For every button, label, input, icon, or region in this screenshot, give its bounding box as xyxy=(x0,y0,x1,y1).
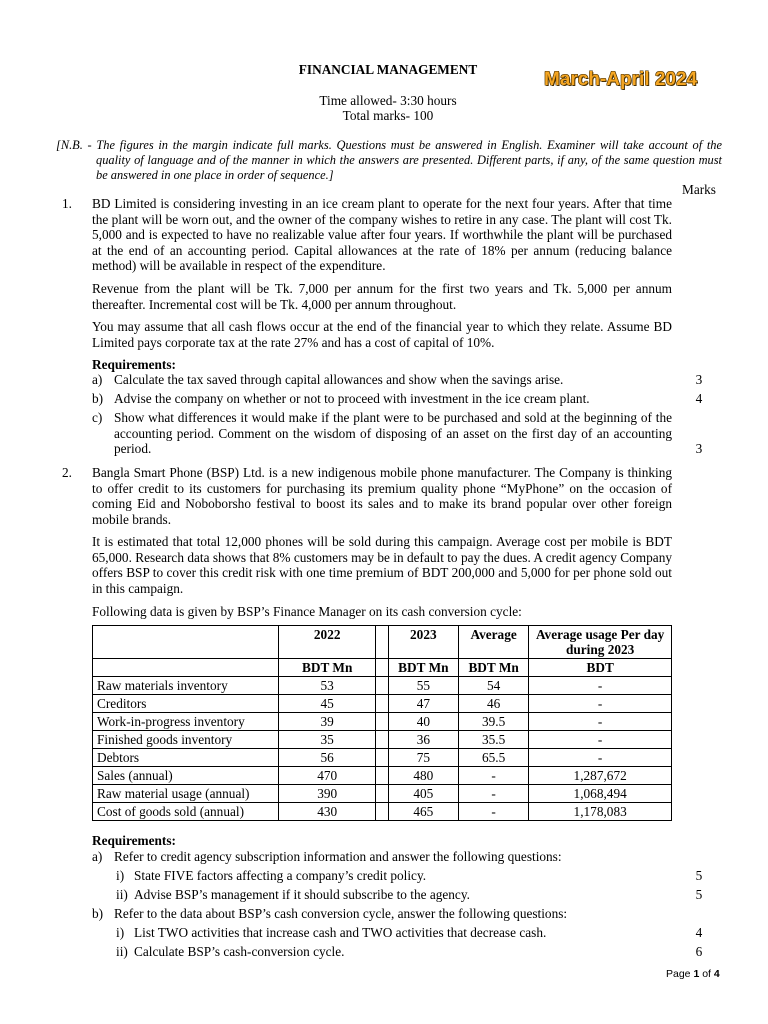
cell-usage: - xyxy=(529,731,672,749)
nb-instructions xyxy=(56,138,722,183)
cell-average: - xyxy=(458,803,528,821)
q2-a-ii-marks: 5 xyxy=(695,887,703,902)
cell-2022: 430 xyxy=(279,803,376,821)
cell-usage: - xyxy=(529,677,672,695)
q2-a-ii-text: Advise BSP’s management if it should subscribe to the agency. xyxy=(134,887,470,902)
table-header-usage: Average usage Per day during 2023 xyxy=(529,626,672,659)
table-unit-2022: BDT Mn xyxy=(279,659,376,677)
q1-b-label: b) xyxy=(92,391,104,406)
q1-a-label: a) xyxy=(92,372,103,387)
q2-a-i-label: i) xyxy=(116,868,125,883)
cell-spacer xyxy=(376,803,388,821)
table-row xyxy=(93,713,672,731)
cell-spacer xyxy=(376,749,388,767)
cell-average: 35.5 xyxy=(458,731,528,749)
cell-2022: 56 xyxy=(279,749,376,767)
q1-a-marks: 3 xyxy=(695,372,703,387)
page-of: of xyxy=(699,968,714,980)
q2-a-label: a) xyxy=(92,849,103,864)
cell-2023: 40 xyxy=(388,713,458,731)
table-header-spacer xyxy=(376,626,388,659)
q2-requirement-a-i xyxy=(116,868,676,884)
table-header-2023: 2023 xyxy=(388,626,458,659)
q1-requirement-a xyxy=(92,372,672,388)
cell-2023: 36 xyxy=(388,731,458,749)
cell-2023: 55 xyxy=(388,677,458,695)
q1-b-marks: 4 xyxy=(695,391,703,406)
q2-requirement-b xyxy=(92,906,672,922)
page-total: 4 xyxy=(713,968,720,980)
q2-a-ii-label: ii) xyxy=(116,887,128,902)
q1-a-text: Calculate the tax saved through capital allowances and show when the savings arise. xyxy=(114,372,564,387)
cell-2022: 39 xyxy=(279,713,376,731)
q2-a-i-text: State FIVE factors affecting a company’s credit policy. xyxy=(134,868,427,883)
cell-usage: 1,287,672 xyxy=(529,767,672,785)
row-label: Raw material usage (annual) xyxy=(93,785,279,803)
cell-2022: 45 xyxy=(279,695,376,713)
table-row xyxy=(93,767,672,785)
q2-requirement-b-i xyxy=(116,925,676,941)
cell-usage: 1,068,494 xyxy=(529,785,672,803)
table-header-blank xyxy=(93,626,279,659)
row-label: Cost of goods sold (annual) xyxy=(93,803,279,821)
question-2-requirements-heading: Requirements: xyxy=(92,833,176,848)
q1-p3-text: You may assume that all cash flows occur at the end of the financial year to which they relate. Assume BD Limited pays corporate tax at the rate 27% and has a cost of capital of 10%. xyxy=(92,319,672,350)
page-number xyxy=(666,967,720,983)
question-1-paragraph-3 xyxy=(92,319,672,350)
total-marks: Total marks- 100 xyxy=(342,108,434,123)
table-unit-2023: BDT Mn xyxy=(388,659,458,677)
row-label: Debtors xyxy=(93,749,279,767)
row-label: Creditors xyxy=(93,695,279,713)
cell-spacer xyxy=(376,731,388,749)
q2-requirement-a xyxy=(92,849,672,865)
row-label: Finished goods inventory xyxy=(93,731,279,749)
cell-usage: - xyxy=(529,749,672,767)
q1-requirement-b xyxy=(92,391,672,407)
time-allowed: Time allowed- 3:30 hours xyxy=(319,93,457,108)
q1-requirement-c xyxy=(92,410,672,457)
table-unit-row xyxy=(93,659,672,677)
table-unit-average: BDT Mn xyxy=(458,659,528,677)
q2-b-ii-label: ii) xyxy=(116,944,128,959)
question-2-paragraph-3 xyxy=(92,604,672,620)
cell-usage: 1,178,083 xyxy=(529,803,672,821)
cell-average: - xyxy=(458,785,528,803)
question-2-paragraph-1 xyxy=(92,465,672,527)
row-label: Work-in-progress inventory xyxy=(93,713,279,731)
question-2-number: 2. xyxy=(62,465,72,480)
cell-average: - xyxy=(458,767,528,785)
cell-2022: 470 xyxy=(279,767,376,785)
q1-p1-text: BD Limited is considering investing in an ice cream plant to operate for the next four years. After that time the plant will be worn out, and the owner of the company wishes to retire in any case. The plant will cost Tk. 5,000 and is expected to have no realizable value after four years. If worthwhile the plant will be purchased at the end of an accounting period. Capital allowances at the rate of 18% per annum (reducing balance method) will be available in respect of the expenditure. xyxy=(92,196,672,274)
cell-average: 65.5 xyxy=(458,749,528,767)
q1-p2-text: Revenue from the plant will be Tk. 7,000 per annum for the first two years and Tk. 5,000 per annum thereafter. Incremental cost will be Tk. 4,000 per annum throughout. xyxy=(92,281,672,312)
cell-2023: 47 xyxy=(388,695,458,713)
cell-average: 39.5 xyxy=(458,713,528,731)
q2-requirement-b-ii xyxy=(116,944,676,960)
table-row xyxy=(93,677,672,695)
cell-spacer xyxy=(376,767,388,785)
q2-a-text: Refer to credit agency subscription information and answer the following questions: xyxy=(114,849,562,864)
table-row xyxy=(93,803,672,821)
table-row xyxy=(93,731,672,749)
q2-p2-text: It is estimated that total 12,000 phones will be sold during this campaign. Average cost per mobile is BDT 65,000. Research data shows that 8% customers may be in default to pay the dues. A credit agency Company offers BSP to cover this credit risk with one time premium of BDT 200,000 and 5,000 for per phone sold out in this campaign. xyxy=(92,534,672,596)
table-unit-spacer xyxy=(376,659,388,677)
table-header-row xyxy=(93,626,672,659)
table-row xyxy=(93,785,672,803)
document-title: FINANCIAL MANAGEMENT xyxy=(298,62,478,77)
table-header-average: Average xyxy=(458,626,528,659)
q2-p3-text: Following data is given by BSP’s Finance Manager on its cash conversion cycle: xyxy=(92,604,522,619)
cell-average: 54 xyxy=(458,677,528,695)
question-1-paragraph-1 xyxy=(92,196,672,274)
q2-requirement-a-ii xyxy=(116,887,676,903)
row-label: Sales (annual) xyxy=(93,767,279,785)
row-label: Raw materials inventory xyxy=(93,677,279,695)
table-unit-usage: BDT xyxy=(529,659,672,677)
cell-spacer xyxy=(376,713,388,731)
cell-2022: 53 xyxy=(279,677,376,695)
cell-2022: 390 xyxy=(279,785,376,803)
question-1-number: 1. xyxy=(62,196,72,211)
page-current: 1 xyxy=(693,968,700,980)
question-1-requirements-heading: Requirements: xyxy=(92,357,176,372)
table-header-2022: 2022 xyxy=(279,626,376,659)
table-row xyxy=(93,749,672,767)
nb-text: [N.B. - The figures in the margin indicate full marks. Questions must be answered in English. Examiner will take account of the quality of language and of the manner in which the answers are presented. Different parts, if any, of the same question must be answered in one place in order of sequence.] xyxy=(56,138,722,182)
cash-conversion-table xyxy=(92,625,672,821)
cell-2023: 75 xyxy=(388,749,458,767)
q2-b-i-label: i) xyxy=(116,925,125,940)
cell-usage: - xyxy=(529,695,672,713)
question-1-paragraph-2 xyxy=(92,281,672,312)
q2-b-ii-text: Calculate BSP’s cash-conversion cycle. xyxy=(134,944,345,959)
page-prefix: Page xyxy=(666,968,694,980)
table-unit-blank xyxy=(93,659,279,677)
session-badge: March-April 2024 xyxy=(544,69,698,90)
cell-2022: 35 xyxy=(279,731,376,749)
question-2-paragraph-2 xyxy=(92,534,672,596)
q1-b-text: Advise the company on whether or not to proceed with investment in the ice cream plant. xyxy=(114,391,590,406)
cell-spacer xyxy=(376,785,388,803)
q2-b-text: Refer to the data about BSP’s cash conversion cycle, answer the following questions: xyxy=(114,906,568,921)
marks-heading: Marks xyxy=(682,182,716,197)
q1-c-marks: 3 xyxy=(695,441,703,456)
cell-spacer xyxy=(376,695,388,713)
cell-usage: - xyxy=(529,713,672,731)
q2-b-label: b) xyxy=(92,906,104,921)
cell-spacer xyxy=(376,677,388,695)
table-row xyxy=(93,695,672,713)
q2-p1-text: Bangla Smart Phone (BSP) Ltd. is a new indigenous mobile phone manufacturer. The Company is thinking to offer credit to its customers for purchasing its premium quality phone “MyPhone” on the occasion of coming Eid and Noboborsho festival to boost its sales and to make its brand popular over other foreign mobile brands. xyxy=(92,465,672,527)
q2-b-ii-marks: 6 xyxy=(695,944,703,959)
cell-average: 46 xyxy=(458,695,528,713)
cell-2023: 405 xyxy=(388,785,458,803)
q1-c-label: c) xyxy=(92,410,103,425)
q2-b-i-marks: 4 xyxy=(695,925,703,940)
q2-b-i-text: List TWO activities that increase cash and TWO activities that decrease cash. xyxy=(134,925,547,940)
cell-2023: 465 xyxy=(388,803,458,821)
cell-2023: 480 xyxy=(388,767,458,785)
q1-c-text: Show what differences it would make if the plant were to be purchased and sold at the beginning of the accounting period. Comment on the wisdom of disposing of an asset on the first day of an accounting period. xyxy=(114,410,672,457)
q2-a-i-marks: 5 xyxy=(695,868,703,883)
